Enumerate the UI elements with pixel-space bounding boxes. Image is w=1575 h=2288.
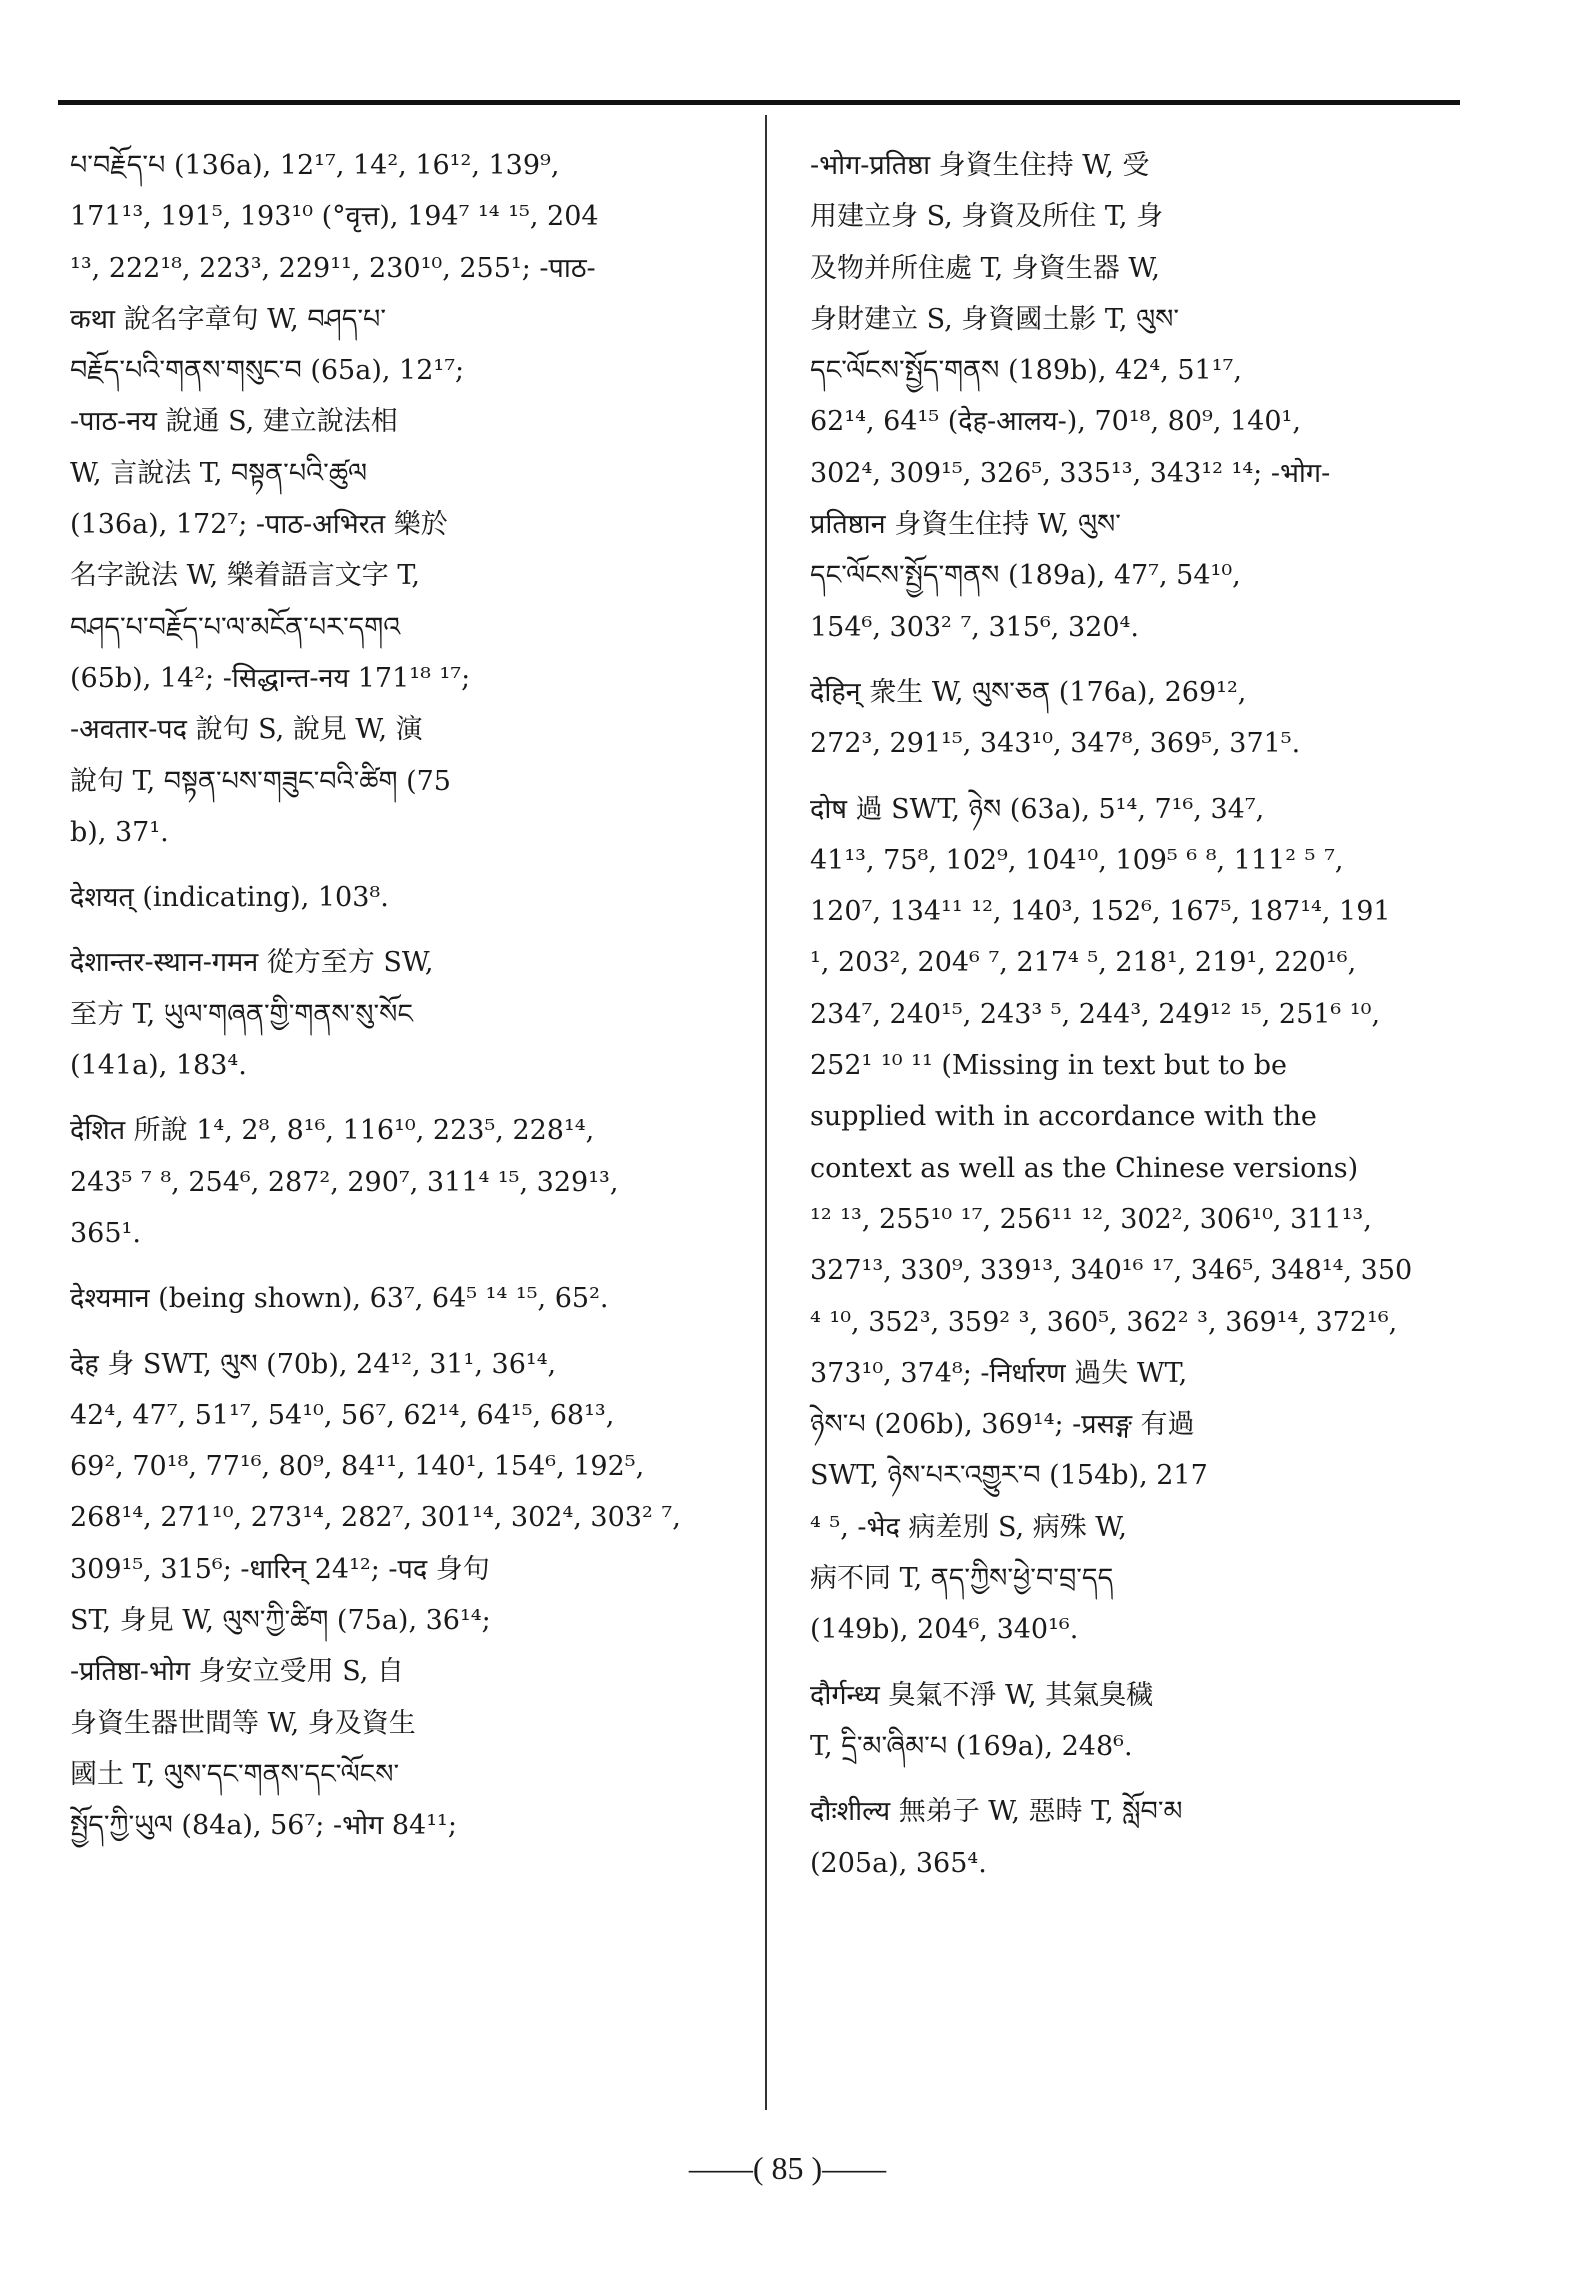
text-line: 365¹. [70, 1217, 141, 1249]
top-rule [58, 100, 1460, 105]
entry-block [70, 1339, 725, 1852]
text-line: (65b), 14²; -सिद्धान्त-नय 171¹⁸ ¹⁷; [70, 662, 471, 694]
text-line: སྤྱོད་ཀྱི་ཡུལ (84a), 56⁷; -भोग 84¹¹; [70, 1810, 457, 1842]
text-line: 154⁶, 303² ⁷, 315⁶, 320⁴. [810, 611, 1139, 643]
text-line: 至方 T, ཡུལ་གཞན་གྱི་གནས་སུ་སོང [70, 998, 413, 1030]
entry-block [810, 784, 1450, 1656]
text-line: ¹² ¹³, 255¹⁰ ¹⁷, 256¹¹ ¹², 302², 306¹⁰, 311¹³, [810, 1203, 1372, 1235]
text-line: b), 37¹. [70, 816, 169, 848]
text-line: 病不同 T, ནད་ཀྱིས་ཕྱེ་བ་བྲ་དད [810, 1563, 1114, 1595]
text-line: 41¹³, 75⁸, 102⁹, 104¹⁰, 109⁵ ⁶ ⁸, 111² ⁵ ⁷, [810, 844, 1344, 876]
text-line: (141a), 183⁴. [70, 1050, 247, 1082]
text-line: supplied with in accordance with the [810, 1101, 1317, 1133]
text-line: 243⁵ ⁷ ⁸, 254⁶, 287², 290⁷, 311⁴ ¹⁵, 329¹³, [70, 1166, 619, 1198]
text-line: देशयत् (indicating), 103⁸. [70, 882, 389, 914]
text-line: 327¹³, 330⁹, 339¹³, 340¹⁶ ¹⁷, 346⁵, 348¹⁴, 350 [810, 1255, 1413, 1287]
entry-block [810, 1786, 1450, 1889]
text-line: 42⁴, 47⁷, 51¹⁷, 54¹⁰, 56⁷, 62¹⁴, 64¹⁵, 68¹³, [70, 1399, 615, 1431]
text-line: 62¹⁴, 64¹⁵ (देह-आलय-), 70¹⁸, 80⁹, 140¹, [810, 406, 1301, 438]
text-line: देहिन् 衆生 W, ལུས་ཅན (176a), 269¹², [810, 676, 1247, 708]
text-line: 272³, 291¹⁵, 343¹⁰, 347⁸, 369⁵, 371⁵. [810, 728, 1301, 760]
text-line: 用建立身 S, 身資及所住 T, 身 [810, 201, 1164, 233]
text-line: ¹³, 222¹⁸, 223³, 229¹¹, 230¹⁰, 255¹; -पाठ- [70, 252, 596, 284]
text-line: देशित 所說 1⁴, 2⁸, 8¹⁶, 116¹⁰, 223⁵, 228¹⁴, [70, 1115, 595, 1147]
text-line: कथा 說名字章句 W, བཤད་པ་ [70, 303, 386, 335]
column-divider [765, 115, 767, 2110]
text-line: པ་བརྗོད་པ (136a), 12¹⁷, 14², 16¹², 139⁹, [70, 150, 560, 181]
text-line: (136a), 172⁷; -पाठ-अभिरत 樂於 [70, 509, 448, 541]
entry-block [70, 872, 725, 923]
left-column [70, 140, 725, 1866]
text-line: 名字說法 W, 樂着語言文字 T, [70, 560, 420, 592]
right-column [810, 140, 1450, 1903]
text-line: दौर्गन्ध्य 臭氣不淨 W, 其氣臭穢 [810, 1679, 1154, 1711]
text-line: दोष 過 SWT, ཉེས (63a), 5¹⁴, 7¹⁶, 34⁷, [810, 793, 1265, 825]
text-line: ⁴ ¹⁰, 352³, 359² ³, 360⁵, 362² ³, 369¹⁴, 372¹⁶, [810, 1306, 1398, 1338]
text-line: T, དྲི་མ་ཞིམ་པ (169a), 248⁶. [810, 1730, 1133, 1762]
text-line: दौःशील्य 無弟子 W, 惡時 T, སློབ་མ [810, 1796, 1183, 1828]
text-line: context as well as the Chinese versions) [810, 1152, 1359, 1184]
text-line: 373¹⁰, 374⁸; -निर्धारण 過失 WT, [810, 1357, 1188, 1389]
text-line: -भोग-प्रतिष्ठा 身資生住持 W, 受 [810, 150, 1150, 181]
text-line: ⁴ ⁵, -भेद 病差別 S, 病殊 W, [810, 1511, 1127, 1543]
text-line: देह 身 SWT, ལུས (70b), 24¹², 31¹, 36¹⁴, [70, 1348, 557, 1380]
text-line: 說句 T, བསྟན་པས་གཟུང་བའི་ཚིག (75 [70, 765, 451, 797]
text-line: SWT, ཉེས་པར་འགྱུར་བ (154b), 217 [810, 1460, 1208, 1492]
text-line: ¹, 203², 204⁶ ⁷, 217⁴ ⁵, 218¹, 219¹, 220¹⁶, [810, 947, 1357, 979]
text-line: བརྗོད་པའི་གནས་གསུང་བ (65a), 12¹⁷; [70, 355, 465, 387]
entry-block [70, 937, 725, 1091]
entry-block [810, 140, 1450, 653]
entry-block [70, 1105, 725, 1259]
page-number: ——( 85 )—— [688, 2150, 887, 2186]
text-line: 302⁴, 309¹⁵, 326⁵, 335¹³, 343¹² ¹⁴; -भोग- [810, 457, 1331, 489]
text-line: 120⁷, 134¹¹ ¹², 140³, 152⁶, 167⁵, 187¹⁴, 191 [810, 896, 1391, 928]
text-line: -पाठ-नय 說通 S, 建立說法相 [70, 406, 398, 438]
text-line: देश्यमान (being shown), 63⁷, 64⁵ ¹⁴ ¹⁵, 65². [70, 1283, 609, 1315]
entry-block [810, 667, 1450, 770]
text-line: 309¹⁵, 315⁶; -धारिन् 24¹²; -पद 身句 [70, 1553, 490, 1585]
text-line: ཉེས་པ (206b), 369¹⁴; -प्रसङ्ग 有過 [810, 1409, 1195, 1441]
text-line: प्रतिष्ठान 身資生住持 W, ལུས་ [810, 509, 1121, 541]
entry-block [70, 1273, 725, 1324]
text-line: 234⁷, 240¹⁵, 243³ ⁵, 244³, 249¹² ¹⁵, 251⁶ ¹⁰, [810, 998, 1381, 1030]
text-line: -अवतार-पद 說句 S, 說見 W, 演 [70, 714, 423, 746]
text-line: 及物并所住處 T, 身資生器 W, [810, 252, 1160, 284]
text-line: W, 言說法 T, བསྟན་པའི་ཚུལ [70, 457, 368, 489]
text-line: དང་ལོངས་སྤྱོད་གནས (189a), 47⁷, 54¹⁰, [810, 560, 1241, 592]
text-line: 69², 70¹⁸, 77¹⁶, 80⁹, 84¹¹, 140¹, 154⁶, 192⁵, [70, 1451, 645, 1483]
text-line: 268¹⁴, 271¹⁰, 273¹⁴, 282⁷, 301¹⁴, 302⁴, 303² ⁷, [70, 1502, 681, 1534]
text-line: 身財建立 S, 身資國土影 T, ལུས་ [810, 303, 1180, 335]
text-line: देशान्तर-स्थान-गमन 從方至方 SW, [70, 947, 434, 979]
text-line: བཤད་པ་བརྗོད་པ་ལ་མངོན་པར་དགའ [70, 611, 401, 643]
text-line: -प्रतिष्ठा-भोग 身安立受用 S, 自 [70, 1656, 404, 1688]
text-line: 171¹³, 191⁵, 193¹⁰ (°वृत्त), 194⁷ ¹⁴ ¹⁵, 204 [70, 201, 599, 233]
entry-block [70, 140, 725, 858]
text-line: (205a), 365⁴. [810, 1847, 987, 1879]
entry-block [810, 1670, 1450, 1773]
text-line: ST, 身見 W, ལུས་ཀྱི་ཚིག (75a), 36¹⁴; [70, 1605, 491, 1637]
text-line: 國土 T, ལུས་དང་གནས་དང་ལོངས་ [70, 1758, 400, 1790]
text-line: (149b), 204⁶, 340¹⁶. [810, 1614, 1079, 1646]
text-line: 身資生器世間等 W, 身及資生 [70, 1707, 416, 1739]
text-line: དང་ལོངས་སྤྱོད་གནས (189b), 42⁴, 51¹⁷, [810, 355, 1242, 387]
text-line: 252¹ ¹⁰ ¹¹ (Missing in text but to be [810, 1050, 1287, 1082]
